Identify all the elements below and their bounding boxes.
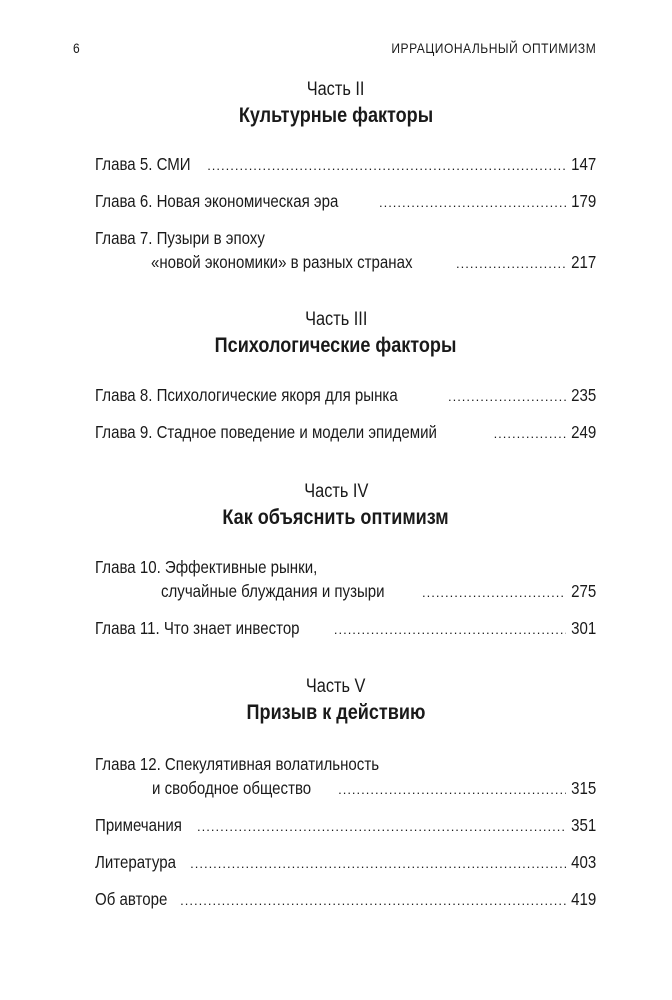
toc-entry[interactable] — [95, 555, 596, 605]
toc-entry[interactable] — [95, 616, 596, 642]
part-title: Как объяснить оптимизм — [222, 506, 450, 529]
toc-page-number: 249 — [570, 422, 596, 442]
leader-dots — [190, 852, 566, 876]
leader-dots — [448, 385, 566, 409]
toc-entry[interactable] — [95, 226, 596, 276]
part-heading — [0, 675, 672, 727]
toc-entry-title-cont: случайные блуждания и пузыри — [161, 581, 385, 601]
toc-entry-title: Литература — [95, 852, 176, 872]
toc-entry-title: Глава 9. Стадное поведение и модели эпидемий — [95, 422, 437, 442]
leader-dots — [379, 191, 566, 215]
toc-page-number: 179 — [570, 191, 596, 211]
leader-dots — [338, 778, 566, 802]
leader-dots — [422, 581, 566, 605]
toc-entry-title: Глава 12. Спекулятивная волатильность — [95, 754, 380, 774]
leader-dots — [334, 618, 566, 642]
toc-entry[interactable] — [95, 189, 596, 215]
toc-entry-title: Об авторе — [95, 889, 168, 909]
toc-entry[interactable] — [95, 813, 596, 839]
leader-dots — [456, 252, 566, 276]
running-head: ИРРАЦИОНАЛЬНЫЙ ОПТИМИЗМ — [391, 40, 596, 56]
toc-entry[interactable] — [95, 420, 596, 446]
toc-entry[interactable] — [95, 752, 596, 802]
part-title: Призыв к действию — [246, 701, 426, 724]
toc-page-number: 419 — [570, 889, 596, 909]
part-heading — [0, 78, 672, 130]
part-label: Часть III — [304, 309, 368, 330]
leader-dots — [197, 815, 566, 839]
leader-dots — [494, 422, 566, 446]
part-title: Психологические факторы — [215, 334, 457, 357]
toc-entry-title-cont: «новой экономики» в разных странах — [151, 252, 413, 272]
page-number: 6 — [73, 40, 80, 56]
part-title: Культурные факторы — [238, 104, 434, 127]
toc-page-number: 351 — [570, 815, 596, 835]
toc-page-number: 147 — [570, 154, 596, 174]
toc-entry-title: Примечания — [95, 815, 182, 835]
toc-entry-title: Глава 8. Психологические якоря для рынка — [95, 385, 398, 405]
toc-entry[interactable] — [95, 850, 596, 876]
part-heading — [0, 308, 672, 360]
part-label: Часть V — [306, 676, 366, 697]
toc-entry-title: Глава 10. Эффективные рынки, — [95, 557, 318, 577]
part-label: Часть II — [307, 79, 365, 100]
toc-page-number: 235 — [570, 385, 596, 405]
toc-page-number: 301 — [570, 618, 596, 638]
leader-dots — [207, 154, 566, 178]
toc-page-number: 275 — [570, 581, 596, 601]
toc-entry-title: Глава 11. Что знает инвестор — [95, 618, 300, 638]
toc-entry-title: Глава 6. Новая экономическая эра — [95, 191, 339, 211]
leader-dots — [180, 889, 566, 913]
toc-entry-title: Глава 7. Пузыри в эпоху — [95, 228, 265, 248]
part-heading — [0, 480, 672, 532]
toc-page-number: 315 — [570, 778, 596, 798]
toc-entry-title: Глава 5. СМИ — [95, 154, 191, 174]
toc-page-number: 403 — [570, 852, 596, 872]
toc-page-number: 217 — [570, 252, 596, 272]
toc-entry[interactable] — [95, 383, 596, 409]
toc-entry-title-cont: и свободное общество — [152, 778, 312, 798]
toc-entry[interactable] — [95, 887, 596, 913]
part-label: Часть IV — [303, 481, 369, 502]
toc-entry[interactable] — [95, 152, 596, 178]
